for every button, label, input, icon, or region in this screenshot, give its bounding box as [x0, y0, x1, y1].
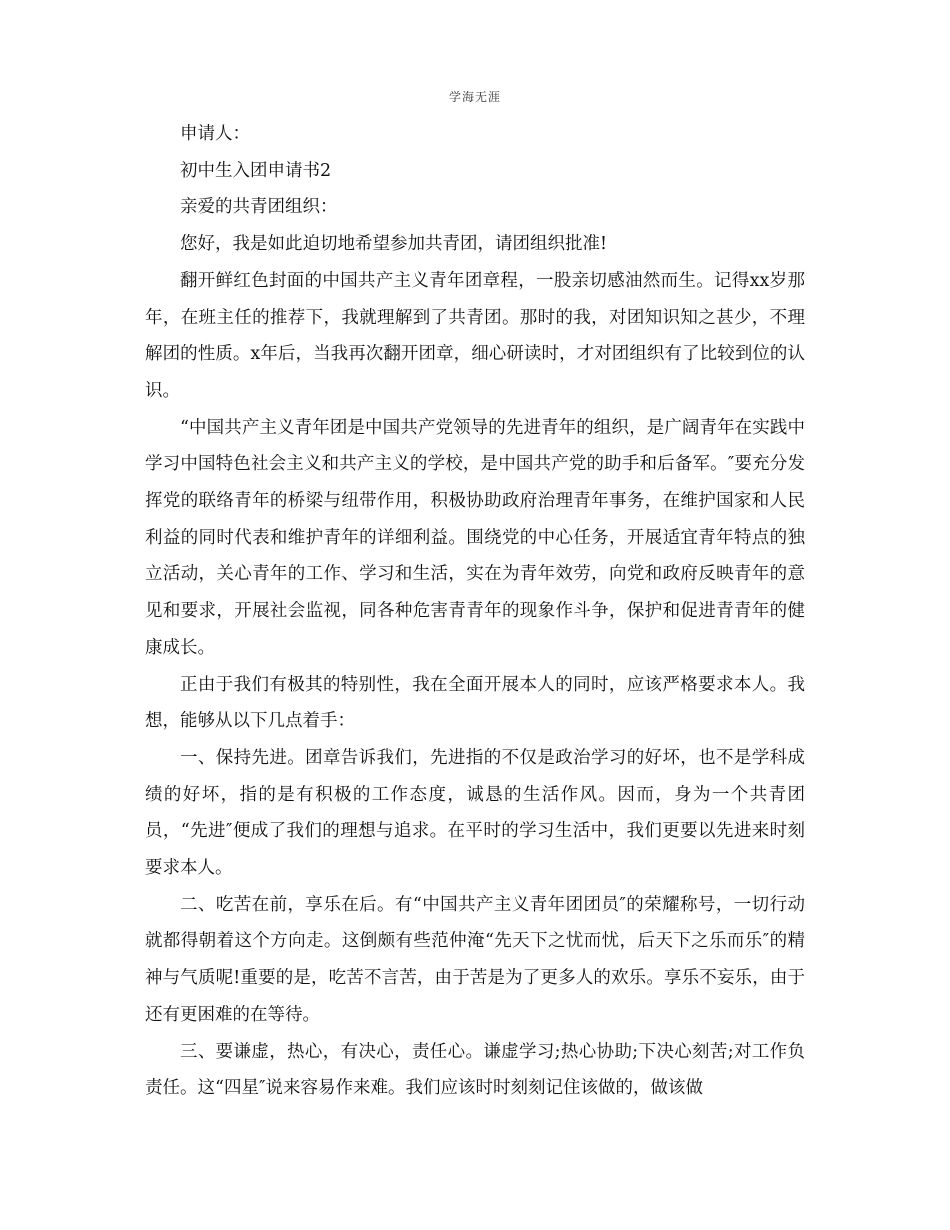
page-header: 学海无涯 [448, 90, 501, 104]
salutation: 亲爱的共青团组织： [180, 197, 338, 218]
paragraph: 您好，我是如此迫切地希望参加共青团，请团组织批准! [180, 234, 608, 255]
paragraph: 三、要谦虚，热心，有决心，责任心。谦虚学习;热心协助;下决心刻苦;对工作负责任。这“四星″说来容易作来难。我们应该时时刻刻记住该做的，做该做 [145, 1041, 805, 1099]
paragraph: 翻开鲜红色封面的中国共产主义青年团章程，一股亲切感油然而生。记得xx岁那年，在班主任的推荐下，我就理解到了共青团。那时的我，对团知识知之甚少，不理解团的性质。x年后，当我再次翻开团章，细心研读时，才对团组织有了比较到位的认识。 [145, 270, 805, 401]
document-body [145, 116, 805, 1107]
applicant-line: 申请人： [180, 124, 250, 144]
paragraph: 一、保持先进。团章告诉我们，先进指的不仅是政治学习的好坏，也不是学科成绩的好坏，指的是有积极的工作态度，诚恳的生活作风。因而，身为一个共青团员，“先进″便成了我们的理想与追求。在平时的学习生活中，我们更要以先进来时刻要求本人。 [145, 747, 805, 879]
section-title: 初中生入团申请书2 [180, 160, 332, 181]
paragraph: 二、吃苦在前，享乐在后。有“中国共产主义青年团团员″的荣耀称号，一切行动就都得朝着这个方向走。这倒颇有些范仲淹“先天下之忧而忧，后天下之乐而乐″的精神与气质呢!重要的是，吃苦不言苦，由于苦是为了更多人的欢乐。享乐不妄乐，由于还有更困难的在等待。 [145, 894, 805, 1025]
paragraph: “中国共产主义青年团是中国共产党领导的先进青年的组织，是广阔青年在实践中学习中国特色社会主义和共产主义的学校，是中国共产党的助手和后备军。″要充分发挥党的联络青年的桥梁与纽带作用，积极协助政府治理青年事务，在维护国家和人民利益的同时代表和维护青年的详细利益。围绕党的中心任务，开展适宜青年特点的独立活动，关心青年的工作、学习和生活，实在为青年效劳，向党和政府反映青年的意见和要求，开展社会监视，同各种危害青青年的现象作斗争，保护和促进青青年的健康成长。 [145, 417, 805, 658]
paragraph: 正由于我们有极其的特别性，我在全面开展本人的同时，应该严格要求本人。我想，能够从以下几点着手： [145, 674, 805, 732]
